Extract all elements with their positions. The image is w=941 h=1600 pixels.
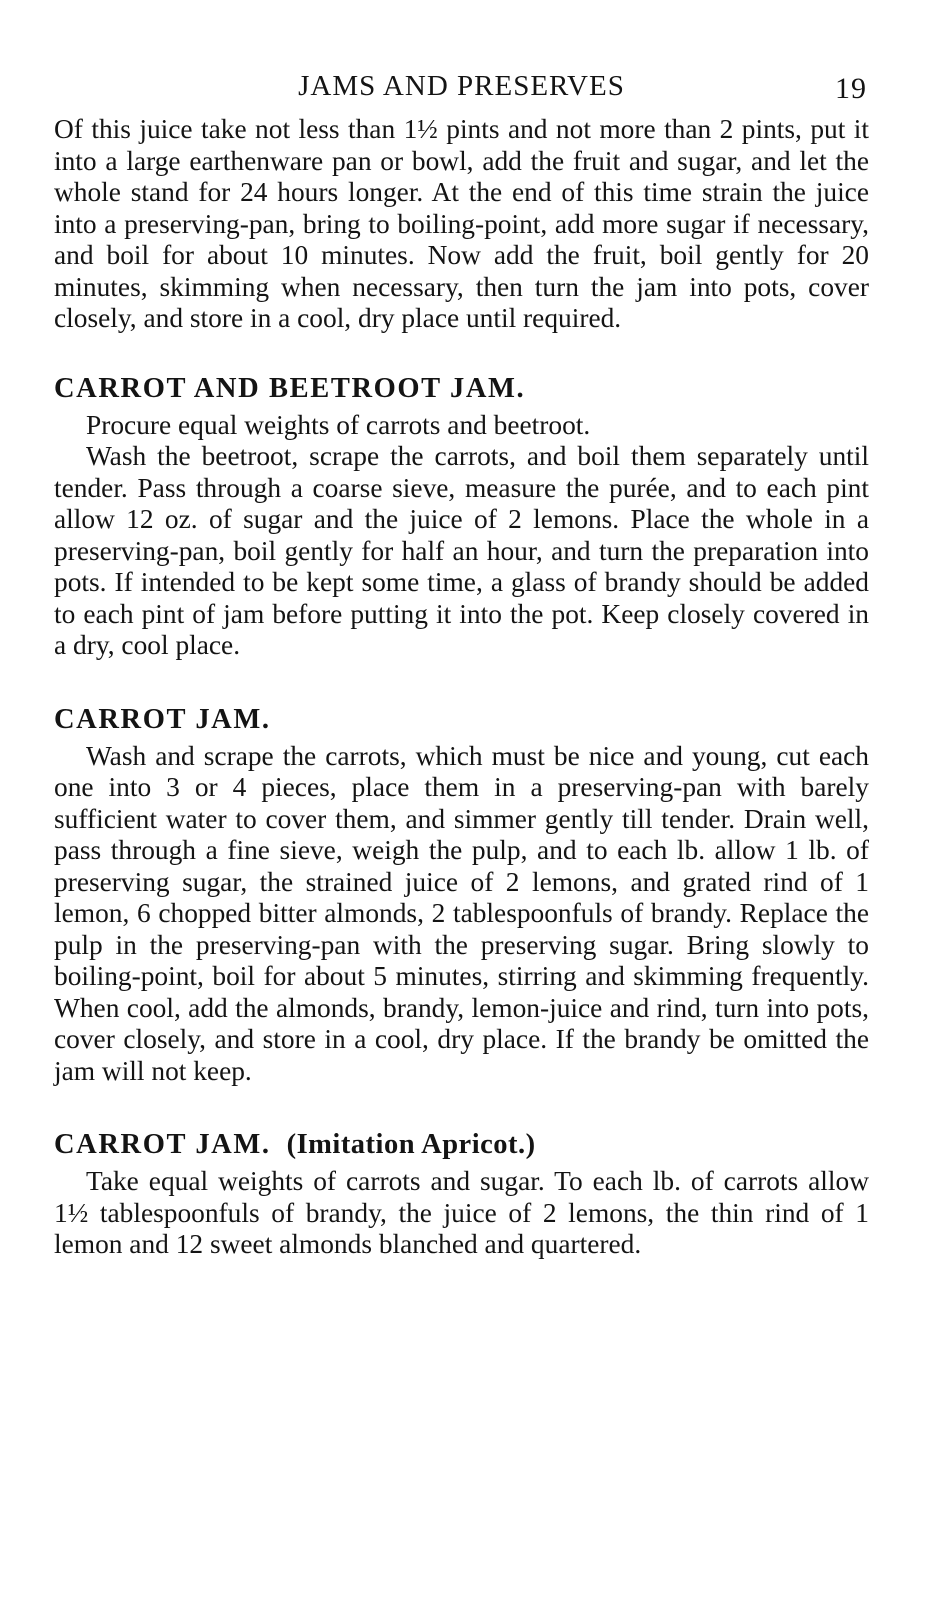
running-header	[54, 70, 869, 114]
recipe-title	[54, 703, 869, 737]
recipe-carrot-jam	[54, 703, 869, 1088]
recipe-title-text: CARROT JAM.	[54, 1129, 271, 1160]
page-number: 19	[835, 72, 867, 105]
recipe-carrot-jam-imitation-apricot	[54, 1128, 869, 1261]
recipe-carrot-beetroot-jam	[54, 372, 869, 662]
recipe-paragraph: Take equal weights of carrots and sugar. To each lb. of carrots allow 1½ tablespoonfuls of brandy, the juice of 2 lemons, the thin rind of 1 lemon and 12 sweet almonds blanched and quartered.	[54, 1166, 869, 1259]
book-page	[54, 70, 869, 1261]
recipe-title	[54, 372, 869, 406]
running-title: JAMS AND PRESERVES	[298, 70, 625, 102]
recipe-title-text: CARROT JAM.	[54, 703, 271, 735]
recipe-title	[54, 1128, 869, 1162]
recipe-paragraph: Wash the beetroot, scrape the carrots, and boil them separately until tender. Pass through a coarse sieve, measure the purée, and to each pint allow 12 oz. of sugar and the juice of 2 lemons. Place the whole in a preserving-pan, boil gently for half an hour, and turn the preparation into pots. If intended to be kept some time, a glass of brandy should be added to each pint of jam before putting it into the pot. Keep closely covered in a dry, cool place.	[54, 441, 869, 660]
recipe-title-text: CARROT AND BEETROOT JAM.	[54, 372, 526, 404]
recipe-paragraph: Wash and scrape the carrots, which must be nice and young, cut each one into 3 or 4 pieces, place them in a preserving-pan with barely sufficient water to cover them, and simmer gently till tender. Drain well, pass through a fine sieve, weigh the pulp, and to each lb. allow 1 lb. of preserving sugar, the strained juice of 2 lemons, and grated rind of 1 lemon, 6 chopped bitter almonds, 2 tablespoonfuls of brandy. Replace the pulp in the preserving-pan with the preserving sugar. Bring slowly to boiling-point, boil for about 5 minutes, stirring and skimming frequently. When cool, add the almonds, brandy, lemon-juice and rind, turn into pots, cover closely, and store in a cool, dry place. If the brandy be omitted the jam will not keep.	[54, 740, 869, 1086]
recipe-paragraph: Procure equal weights of carrots and beetroot.	[86, 409, 591, 440]
recipe-subtitle: (Imitation Apricot.)	[286, 1129, 536, 1160]
continuation-paragraph: Of this juice take not less than 1½ pints and not more than 2 pints, put it into a large earthenware pan or bowl, add the fruit and sugar, and let the whole stand for 24 hours longer. At the end of this time strain the juice into a preserving-pan, bring to boiling-point, add more sugar if necessary, and boil for about 10 minutes. Now add the fruit, boil gently for 20 minutes, skimming when necessary, then turn the jam into pots, cover closely, and store in a cool, dry place until required.	[54, 114, 869, 333]
